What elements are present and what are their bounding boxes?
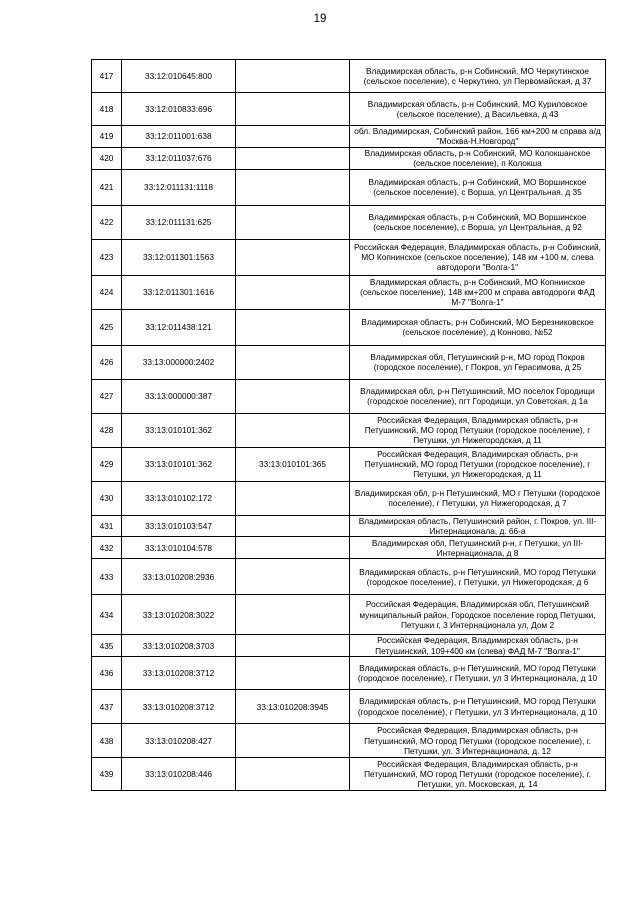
page-number: 19 <box>313 13 327 25</box>
linked-cadastral-number <box>236 758 350 791</box>
linked-cadastral-number <box>236 275 350 309</box>
cadastral-number: 33:12:010645:800 <box>122 60 236 93</box>
linked-cadastral-number <box>236 60 350 93</box>
row-number: 431 <box>92 515 122 537</box>
row-number: 426 <box>92 345 122 379</box>
linked-cadastral-number <box>236 413 350 447</box>
address: Российская Федерация, Владимирская область, р-н Петушинский, МО город Петушки (городское поселение), г. Петушки, ул. Московская, д. 14 <box>350 758 606 791</box>
address: Российская Федерация, Владимирская область, р-н Петушинский, МО город Петушки (городское поселение), г Петушки, ул Нижегородская, д 11 <box>350 447 606 481</box>
table-row <box>92 515 606 537</box>
cadastral-number: 33:13:010208:2936 <box>122 559 236 595</box>
cadastral-number: 33:12:011301:1616 <box>122 275 236 309</box>
row-number: 437 <box>92 690 122 724</box>
address: Владимирская область, Петушинский район, г. Покров, ул. III-Интернационала, д. 66-а <box>350 515 606 537</box>
table-row <box>92 205 606 239</box>
table-row <box>92 345 606 379</box>
row-number: 428 <box>92 413 122 447</box>
table-row <box>92 60 606 93</box>
address: Владимирская обл, р-н Петушинский, МО поселок Городищи (городское поселение), пгт Городищи, ул Советская, д 1а <box>350 379 606 413</box>
linked-cadastral-number <box>236 239 350 275</box>
linked-cadastral-number <box>236 379 350 413</box>
linked-cadastral-number <box>236 126 350 148</box>
row-number: 434 <box>92 595 122 635</box>
table-row <box>92 595 606 635</box>
cadastral-number: 33:13:010102:172 <box>122 481 236 515</box>
address: Российская Федерация, Владимирская обл, Петушинский муниципальный район, Городское поселение город Петушки, Петушки г, 3 Интернационала ул, Дом 2 <box>350 595 606 635</box>
table-row <box>92 690 606 724</box>
address: Владимирская область, р-н Собинский, МО Воршинское (сельское поселение), с Ворша, ул Центральная, д 35 <box>350 169 606 205</box>
row-number: 436 <box>92 657 122 690</box>
address: Владимирская область, р-н Собинский, МО Куриловское (сельское поселение), д Васильевка, д 43 <box>350 93 606 126</box>
row-number: 432 <box>92 537 122 559</box>
address: Владимирская область, р-н Собинский, МО Черкутинское (сельское поселение), с Черкутино, ул Первомайская, д 37 <box>350 60 606 93</box>
address: Владимирская область, р-н Петушинский, МО город Петушки (городское поселение), г Петушки, ул Нижегородская, д 6 <box>350 559 606 595</box>
cadastral-number: 33:12:011131:1118 <box>122 169 236 205</box>
row-number: 417 <box>92 60 122 93</box>
cadastral-number: 33:13:010101:362 <box>122 447 236 481</box>
row-number: 424 <box>92 275 122 309</box>
linked-cadastral-number <box>236 635 350 657</box>
table-row <box>92 537 606 559</box>
table-row <box>92 758 606 791</box>
linked-cadastral-number <box>236 724 350 758</box>
row-number: 438 <box>92 724 122 758</box>
address: Российская Федерация, Владимирская область, р-н Петушинский, 109+400 км (слева) ФАД М-7 "Волга-1" <box>350 635 606 657</box>
cadastral-number: 33:12:011301:1563 <box>122 239 236 275</box>
cadastral-number: 33:13:010208:427 <box>122 724 236 758</box>
address: Владимирская область, р-н Петушинский, МО город Петушки (городское поселение), г Петушки, ул 3 Интернационала, д 10 <box>350 690 606 724</box>
cadastral-number: 33:13:010104:578 <box>122 537 236 559</box>
address: Владимирская область, р-н Собинский, МО Воршинское (сельское поселение), с Ворша, ул Центральная, д 92 <box>350 205 606 239</box>
address: Владимирская обл, Петушинский р-н, г Петушки, ул III-Интернационала, д 8 <box>350 537 606 559</box>
address: Владимирская область, р-н Собинский, МО Березниковское (сельское поселение), д Конново, №52 <box>350 309 606 345</box>
linked-cadastral-number <box>236 309 350 345</box>
cadastral-number: 33:12:010833:696 <box>122 93 236 126</box>
row-number: 420 <box>92 147 122 169</box>
cadastral-number: 33:12:011001:638 <box>122 126 236 148</box>
table-row <box>92 559 606 595</box>
address: Владимирская область, р-н Петушинский, МО город Петушки (городское поселение), г Петушки, ул 3 Интернационала, д 10 <box>350 657 606 690</box>
linked-cadastral-number <box>236 345 350 379</box>
linked-cadastral-number <box>236 515 350 537</box>
row-number: 430 <box>92 481 122 515</box>
cadastral-number: 33:12:011131:625 <box>122 205 236 239</box>
cadastral-number: 33:13:010103:547 <box>122 515 236 537</box>
table-row <box>92 169 606 205</box>
row-number: 427 <box>92 379 122 413</box>
table-body <box>92 60 606 791</box>
cadastral-number: 33:13:000000:2402 <box>122 345 236 379</box>
address: обл. Владимирская, Собинский район, 166 км+200 м справа а/д "Москва-Н.Новгород" <box>350 126 606 148</box>
linked-cadastral-number <box>236 93 350 126</box>
linked-cadastral-number <box>236 169 350 205</box>
table-row <box>92 413 606 447</box>
address: Владимирская область, р-н Собинский, МО Копнинское (сельское поселение), 148 км+200 м справа автодороги ФАД М-7 "Волга-1" <box>350 275 606 309</box>
linked-cadastral-number <box>236 657 350 690</box>
row-number: 429 <box>92 447 122 481</box>
cadastral-table <box>91 59 606 791</box>
row-number: 439 <box>92 758 122 791</box>
linked-cadastral-number <box>236 595 350 635</box>
table-row <box>92 447 606 481</box>
linked-cadastral-number <box>236 205 350 239</box>
cadastral-number: 33:12:011438:121 <box>122 309 236 345</box>
cadastral-number: 33:13:010208:3022 <box>122 595 236 635</box>
row-number: 433 <box>92 559 122 595</box>
linked-cadastral-number <box>236 147 350 169</box>
address: Владимирская область, р-н Собинский, МО Колокшанское (сельское поселение), п Колокша <box>350 147 606 169</box>
cadastral-number: 33:13:010208:3712 <box>122 690 236 724</box>
linked-cadastral-number <box>236 481 350 515</box>
linked-cadastral-number: 33:13:010101:365 <box>236 447 350 481</box>
table-row <box>92 657 606 690</box>
row-number: 419 <box>92 126 122 148</box>
table-row <box>92 724 606 758</box>
linked-cadastral-number: 33:13:010208:3945 <box>236 690 350 724</box>
table-row <box>92 147 606 169</box>
cadastral-number: 33:13:010208:446 <box>122 758 236 791</box>
address: Российская Федерация, Владимирская область, р-н Петушинский, МО город Петушки (городское поселение), г Петушки, ул Нижегородская, д 11 <box>350 413 606 447</box>
table-row <box>92 635 606 657</box>
address: Российская Федерация, Владимирская область, р-н Собинский, МО Копнинское (сельское поселение), 148 км +100 м, слева автодороги "Волга-1" <box>350 239 606 275</box>
row-number: 423 <box>92 239 122 275</box>
table-row <box>92 275 606 309</box>
row-number: 422 <box>92 205 122 239</box>
linked-cadastral-number <box>236 559 350 595</box>
cadastral-number: 33:13:010208:3712 <box>122 657 236 690</box>
cadastral-number: 33:12:011037:676 <box>122 147 236 169</box>
row-number: 425 <box>92 309 122 345</box>
row-number: 421 <box>92 169 122 205</box>
cadastral-number: 33:13:010101:362 <box>122 413 236 447</box>
cadastral-number: 33:13:010208:3703 <box>122 635 236 657</box>
row-number: 435 <box>92 635 122 657</box>
table-row <box>92 309 606 345</box>
address: Владимирская обл, Петушинский р-н, МО город Покров (городское поселение), г Покров, ул Герасимова, д 25 <box>350 345 606 379</box>
table-row <box>92 239 606 275</box>
table-row <box>92 379 606 413</box>
linked-cadastral-number <box>236 537 350 559</box>
row-number: 418 <box>92 93 122 126</box>
table-row <box>92 93 606 126</box>
cadastral-number: 33:13:000000:387 <box>122 379 236 413</box>
address: Российская Федерация, Владимирская область, р-н Петушинский, МО город Петушки (городское поселение), г. Петушки, ул. 3 Интернационала, д. 12 <box>350 724 606 758</box>
table-row <box>92 481 606 515</box>
table-row <box>92 126 606 148</box>
address: Владимирская обл, р-н Петушинский, МО г Петушки (городское поселение), г Петушки, ул Нижегородская, д 7 <box>350 481 606 515</box>
